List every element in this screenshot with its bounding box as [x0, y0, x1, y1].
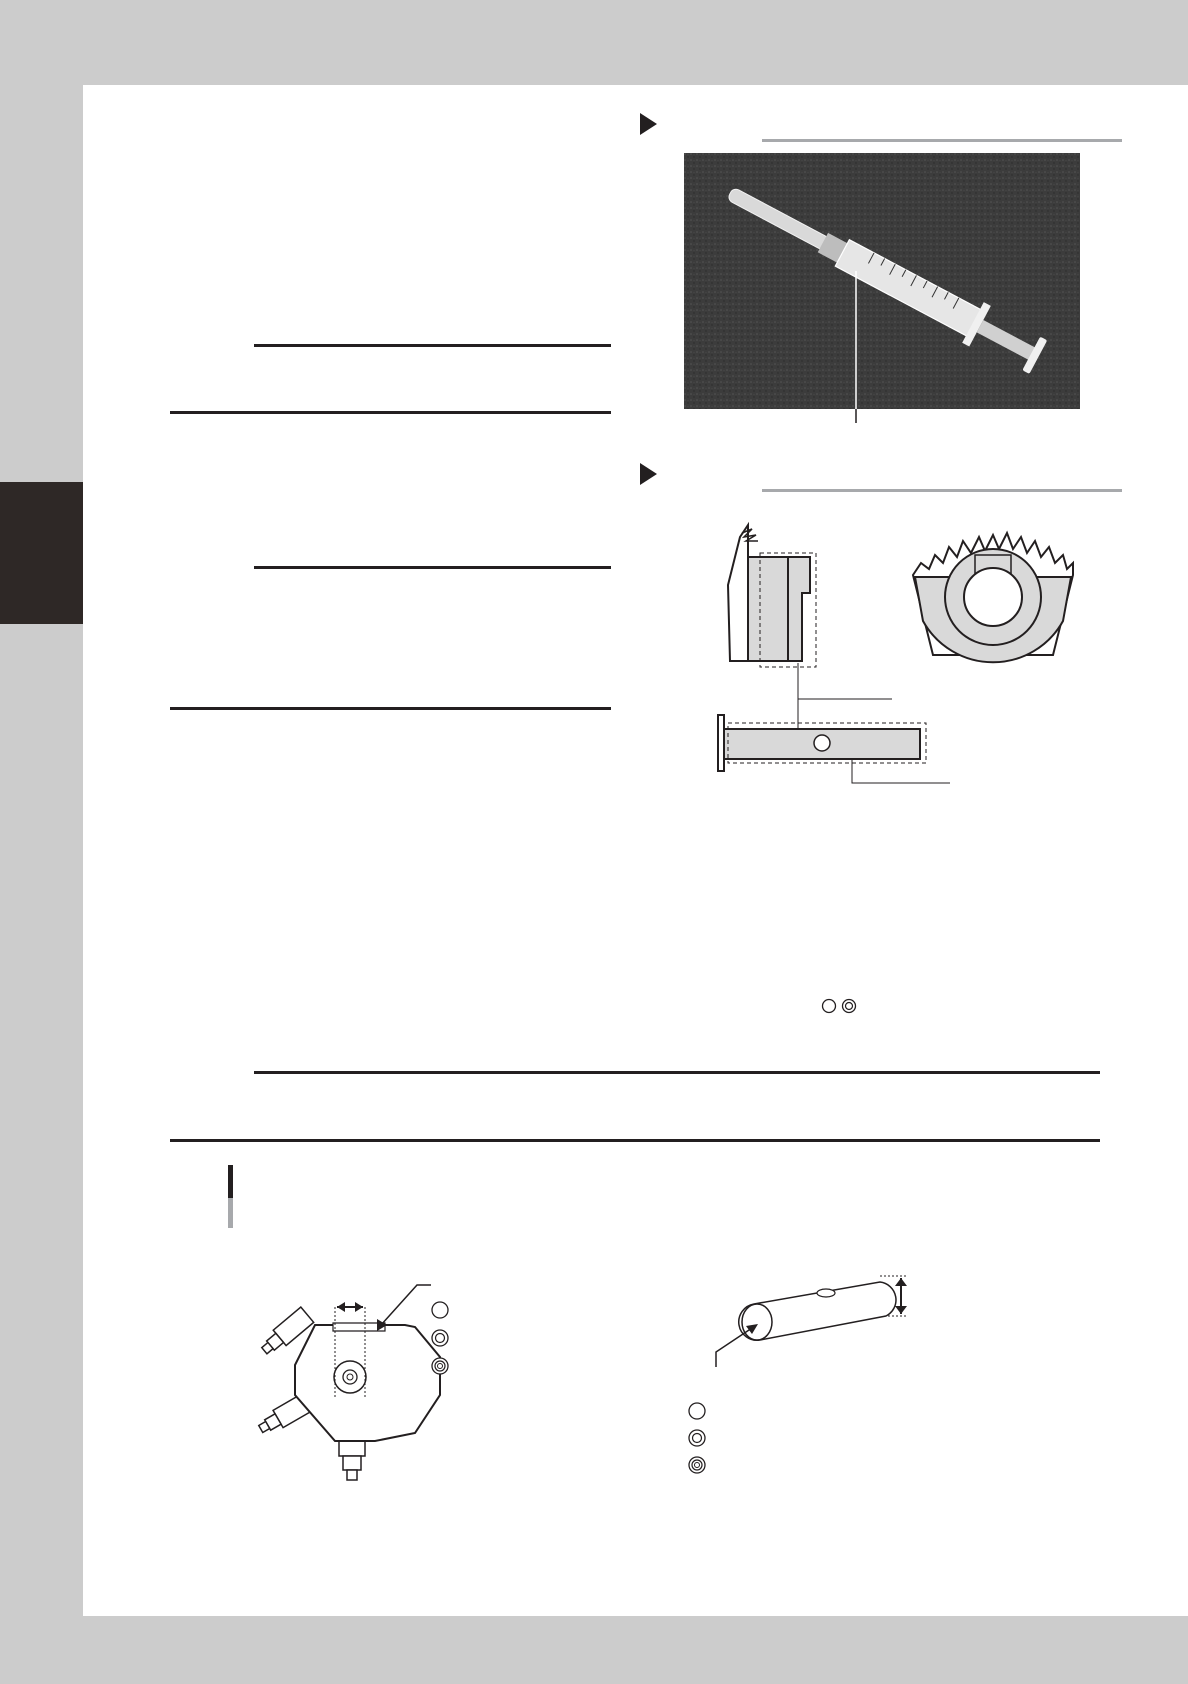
figure-heading-rule-2: [762, 489, 1122, 492]
chapter-side-tab: [0, 482, 83, 624]
section-divider-long-1: [170, 411, 611, 414]
cylinder-pin-diagram: [680, 1268, 920, 1478]
figure-heading-rule-1: [762, 139, 1122, 142]
figure-heading-arrow-1: [640, 113, 657, 135]
subsection-marker-dark: [228, 1165, 233, 1198]
section-divider-long-3: [170, 1139, 1100, 1142]
syringe-photo-drawing: [684, 153, 1080, 409]
parts-diagram: [718, 525, 1118, 815]
hex-head-diagram: [255, 1285, 485, 1485]
section-divider-short-2: [254, 566, 611, 569]
photo-leader-line: [855, 409, 859, 423]
syringe-photo: [684, 153, 1080, 409]
section-divider-short-3: [254, 1071, 1100, 1074]
section-divider-short-1: [254, 344, 611, 347]
section-divider-long-2: [170, 707, 611, 710]
figure-heading-arrow-2: [640, 463, 657, 485]
subsection-marker-light: [228, 1198, 233, 1228]
symbol-legend-inline: [822, 998, 862, 1014]
